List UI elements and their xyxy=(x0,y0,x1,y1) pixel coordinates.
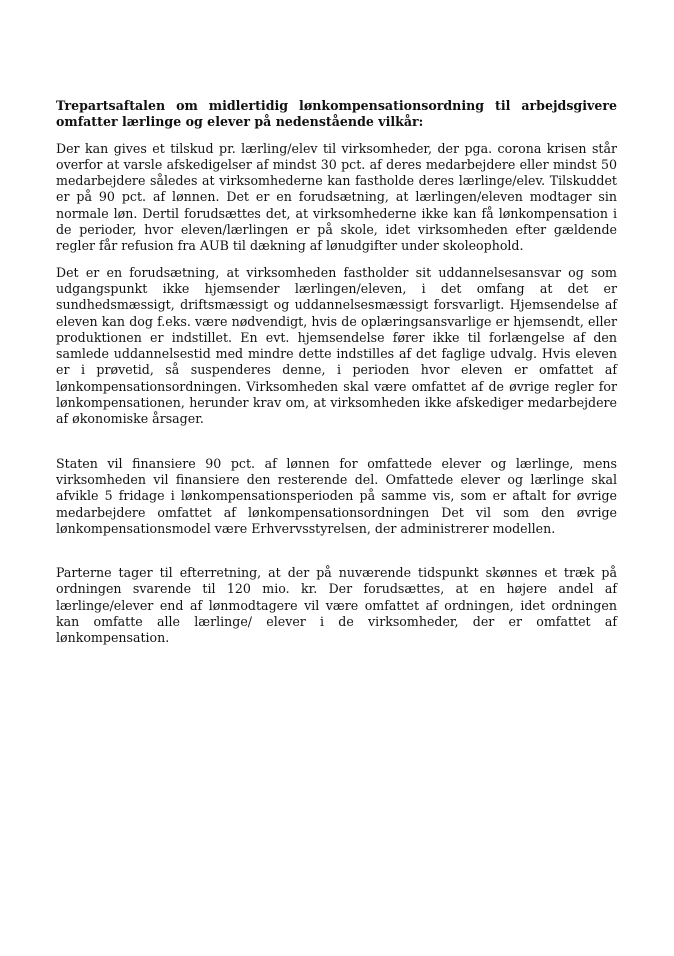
document-heading: Trepartsaftalen om midlertidig lønkompensationsordning til arbejdsgivere omfatter lærlinge og elever på nedenstående vilkår: xyxy=(56,98,617,130)
paragraph-spacer xyxy=(56,537,617,565)
paragraph-estimate: Parterne tager til efterretning, at der på nuværende tidspunkt skønnes et træk på ordningen svarende til 120 mio. kr. Der forudsættes, at en højere andel af lærlinge/elever end af lønmodtagere vil være omfattet af ordningen, idet ordningen kan omfatte alle lærlinge/ elever i de virksomheder, der er omfattet af lønkompensation. xyxy=(56,565,617,646)
paragraph-spacer xyxy=(56,255,617,265)
paragraph-education-responsibility: Det er en forudsætning, at virksomheden fastholder sit uddannelsesansvar og som udgangspunkt ikke hjemsender lærlingen/eleven, i det omfang at det er sundhedsmæssigt, driftsmæssigt og uddannelsesmæssigt forsvarligt. Hjemsendelse af eleven kan dog f.eks. være nødvendigt, hvis de oplæringsansvarlige er hjemsendt, eller produktionen er indstillet. En evt. hjemsendelse fører ikke til forlængelse af den samlede uddannelsestid med mindre dette indstilles af det faglige udvalg. Hvis eleven er i prøvetid, så suspenderes denne, i perioden hvor eleven er omfattet af lønkompensationsordningen. Virksomheden skal være omfattet af de øvrige regler for lønkompensationen, herunder krav om, at virksomheden ikke afskediger medarbejdere af økonomiske årsager. xyxy=(56,264,617,427)
paragraph-spacer xyxy=(56,428,617,456)
paragraph-subsidy: Der kan gives et tilskud pr. lærling/elev til virksomheder, der pga. corona krisen står overfor at varsle afskedigelser af mindst 30 pct. af deres medarbejdere eller mindst 50 medarbejdere således at virksomhederne kan fastholde deres lærlinge/elev. Tilskuddet er på 90 pct. af lønnen. Det er en forudsætning, at lærlingen/eleven modtager sin normale løn. Dertil forudsættes det, at virksomhederne ikke kan få lønkompensation i de perioder, hvor eleven/lærlingen er på skole, idet virksomheden efter gældende regler får refusion fra AUB til dækning af lønudgifter under skoleophold. xyxy=(56,140,617,254)
paragraph-financing: Staten vil finansiere 90 pct. af lønnen for omfattede elever og lærlinge, mens virksomheden vil finansiere den resterende del. Omfattede elever og lærlinge skal afvikle 5 fridage i lønkompensationsperioden på samme vis, som er aftalt for øvrige medarbejdere omfattet af lønkompensationsordningen Det vil som den øvrige lønkompensationsmodel være Erhvervsstyrelsen, der administrerer modellen. xyxy=(56,455,617,536)
document-page xyxy=(56,98,617,647)
